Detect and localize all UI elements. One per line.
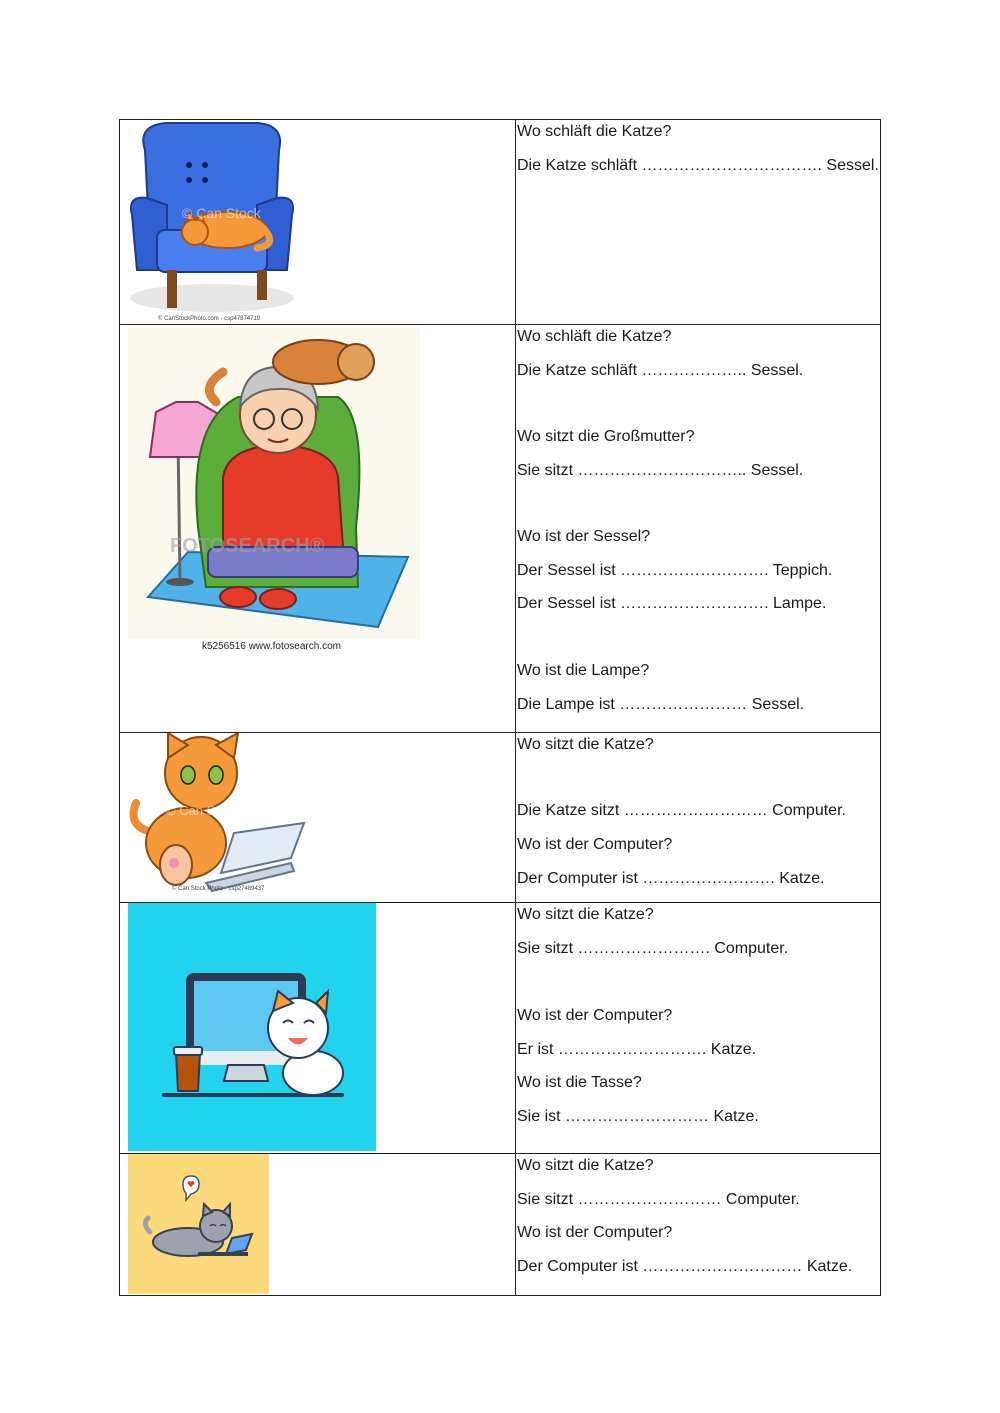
text-cell (516, 325, 881, 733)
answer-line: Der Computer ist ……………………. Katze. (517, 870, 825, 887)
image-cell (120, 1154, 516, 1296)
blank-line (517, 628, 880, 648)
armchair-cat-image (127, 120, 297, 323)
text-cell (516, 733, 881, 903)
question-line: Wo ist der Computer? (517, 836, 673, 853)
table-row (120, 903, 881, 1154)
blank-line (517, 494, 880, 514)
text-cell (516, 903, 881, 1154)
table-row (120, 325, 881, 733)
watermark-label: © Can Stock (182, 205, 261, 221)
table-row (120, 733, 881, 903)
question-line: Wo sitzt die Katze? (517, 906, 654, 923)
answer-line: Der Sessel ist ………………………. Teppich. (517, 562, 833, 579)
blank-line (517, 394, 880, 414)
grandmother-armchair-image (128, 327, 420, 639)
question-line: Wo schläft die Katze? (517, 123, 672, 140)
worksheet-table (119, 119, 881, 1296)
image-cell (120, 325, 516, 733)
question-line: Wo ist der Computer? (517, 1007, 673, 1024)
image-credit: © CanStockPhoto.com - csp47874719 (158, 316, 261, 322)
question-line: Wo sitzt die Katze? (517, 1157, 654, 1174)
answer-line: Sie sitzt ……………………. Computer. (517, 940, 789, 957)
answer-line: Er ist ………………………. Katze. (517, 1041, 757, 1058)
question-line: Wo ist der Computer? (517, 1224, 673, 1241)
question-line: Wo sitzt die Katze? (517, 736, 654, 753)
answer-line: Sie sitzt ………………………….. Sessel. (517, 462, 804, 479)
cat-laptop-image (126, 733, 308, 893)
answer-line: Der Computer ist ………………………… Katze. (517, 1258, 853, 1275)
question-line: Wo ist die Tasse? (517, 1074, 642, 1091)
watermark-label: © Can Stock (166, 803, 240, 818)
answer-line: Der Sessel ist ………………………. Lampe. (517, 595, 827, 612)
image-cell (120, 733, 516, 903)
question-line: Wo sitzt die Großmutter? (517, 428, 695, 445)
text-cell (516, 1154, 881, 1296)
blank-line (517, 973, 880, 993)
table-row (120, 1154, 881, 1296)
answer-line: Sie sitzt ……………………… Computer. (517, 1191, 800, 1208)
answer-line: Die Katze sitzt ……………………… Computer. (517, 802, 846, 819)
answer-line: Sie ist ……………………… Katze. (517, 1108, 759, 1125)
question-line: Wo ist die Lampe? (517, 662, 650, 679)
question-line: Wo schläft die Katze? (517, 328, 672, 345)
image-cell (120, 903, 516, 1154)
answer-line: Die Katze schläft ……………………………. Sessel. (517, 157, 879, 174)
table-row (120, 120, 881, 325)
image-credit: k5256516 www.fotosearch.com (202, 641, 341, 652)
text-cell (516, 120, 881, 325)
blank-line (517, 768, 880, 788)
image-cell (120, 120, 516, 325)
answer-line: Die Lampe ist …………………… Sessel. (517, 696, 805, 713)
cat-computer-image (128, 903, 376, 1151)
cat-laptop-yellow-image (128, 1154, 269, 1294)
watermark-label: FOTOSEARCH® (170, 535, 325, 557)
question-line: Wo ist der Sessel? (517, 528, 651, 545)
image-credit: © Can Stock Photo - csp27489437 (172, 886, 265, 892)
answer-line: Die Katze schläft ……………….. Sessel. (517, 362, 804, 379)
